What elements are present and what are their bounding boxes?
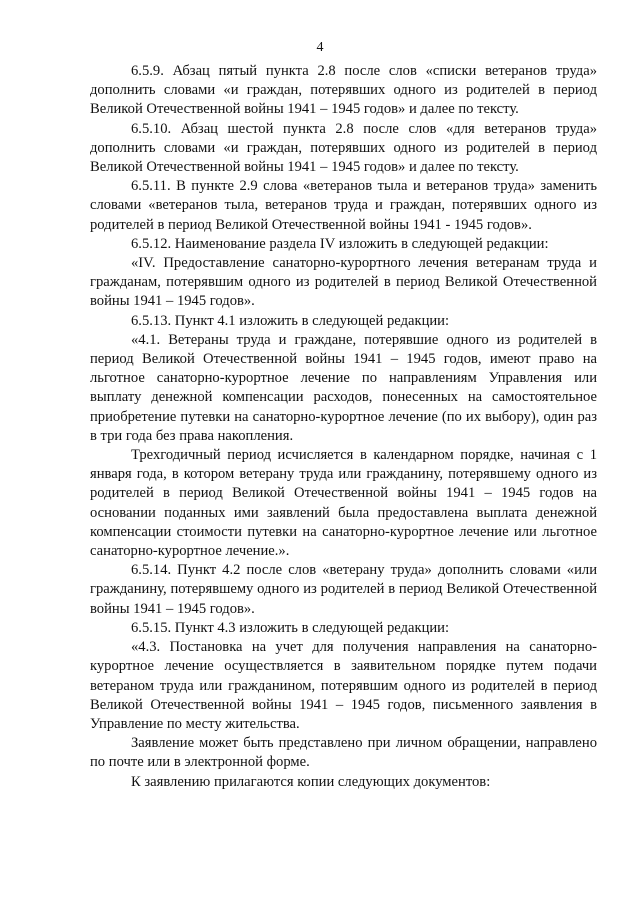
paragraph-6-5-12: 6.5.12. Наименование раздела IV изложить в следующей редакции: [131, 235, 549, 252]
paragraph-6-5-9: 6.5.9. Абзац пятый пункта 2.8 после слов «списки ветеранов труда» дополнить словами «и граждан, потерявших одного из родителей в период Великой Отечественной войны 1941 – 1945 годов» и далее по тексту. [90, 63, 597, 118]
clause-4-1-quote: «4.1. Ветераны труда и граждане, потерявшие одного из родителей в период Великой Отечественной войны 1941 – 1945 годов, имеют право на льготное санаторно-курортное лечение по направлениям Управления или выплату денежной компенсации расходов, понесенных на самостоятельное приобретение путевки на санаторно-курортное лечение (по их выбору), один раз в три года без права накопления. [90, 331, 597, 444]
attached-documents-paragraph: К заявлению прилагаются копии следующих документов: [131, 773, 491, 790]
section-iv-title-quote: «IV. Предоставление санаторно-курортного лечения ветеранам труда и гражданам, потерявшим одного из родителей в период Великой Отечественной войны 1941 – 1945 годов». [90, 255, 597, 310]
document-body [90, 62, 597, 792]
paragraph-6-5-10: 6.5.10. Абзац шестой пункта 2.8 после слов «для ветеранов труда» дополнить словами «и граждан, потерявших одного из родителей в период Великой Отечественной войны 1941 – 1945 годов» и далее по тексту. [90, 120, 597, 176]
three-year-period-paragraph: Трехгодичный период исчисляется в календарном порядке, начиная с 1 января года, в котором ветерану труда или гражданину, потерявшему одного из родителей в период Великой Отечественной войны 1941 – 1945 годов на основании поданных ими заявлений была предоставлена выплата денежной компенсации стоимости путевки на санаторно-курортное лечение или льготное санаторно-курортное лечение.». [90, 447, 597, 560]
page-number: 4 [316, 40, 324, 55]
paragraph-6-5-14: 6.5.14. Пункт 4.2 после слов «ветерану труда» дополнить словами «или гражданину, потерявшему одного из родителей в период Великой Отечественной войны 1941 – 1945 годов». [90, 562, 597, 617]
paragraph-6-5-13: 6.5.13. Пункт 4.1 изложить в следующей редакции: [131, 312, 450, 329]
clause-4-3-quote: «4.3. Постановка на учет для получения направления на санаторно-курортное лечение осуществляется в заявительном порядке путем подачи ветераном труда или гражданином, потерявшим одного из родителей в период Великой Отечественной войны 1941 – 1945 годов, письменного заявления в Управление по месту жительства. [90, 639, 597, 732]
application-submission-paragraph: Заявление может быть представлено при личном обращении, направлено по почте или в электронной форме. [90, 735, 597, 771]
paragraph-6-5-15: 6.5.15. Пункт 4.3 изложить в следующей редакции: [131, 619, 450, 636]
paragraph-6-5-11: 6.5.11. В пункте 2.9 слова «ветеранов тыла и ветеранов труда» заменить словами «ветеранов тыла, ветеранов труда и граждан, потерявших одного из родителей в период Великой Отечественной войны 1941 - 1945 годов». [90, 178, 597, 233]
